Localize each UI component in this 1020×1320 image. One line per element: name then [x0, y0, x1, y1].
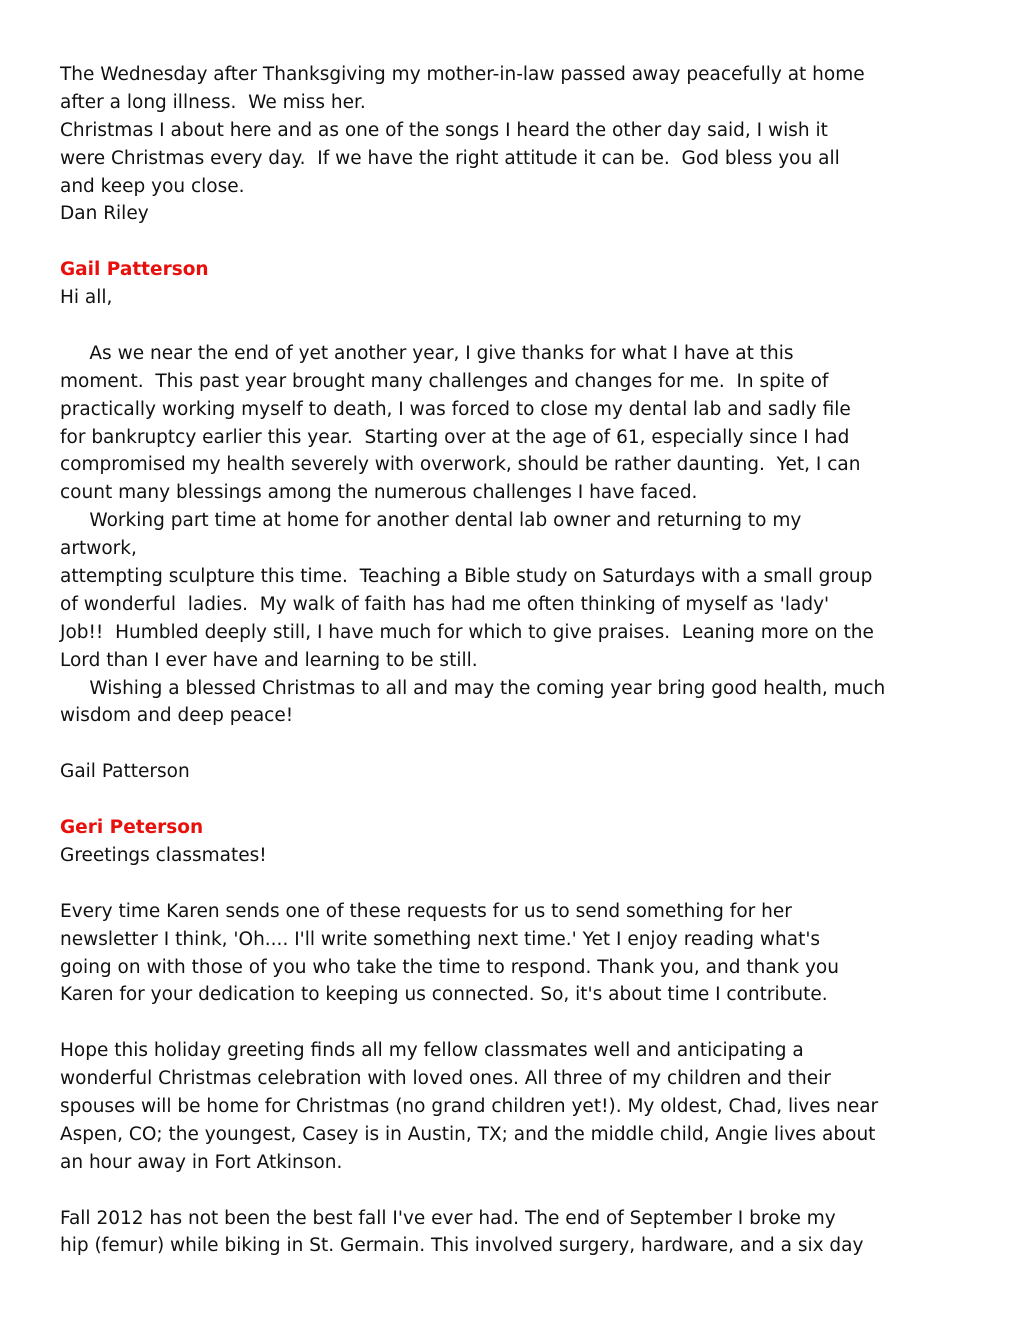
text-line: count many blessings among the numerous challenges I have faced. — [60, 482, 698, 504]
text-line — [60, 1177, 940, 1205]
text-line: and keep you close. — [60, 175, 245, 197]
text-line: Hope this holiday greeting finds all my fellow classmates well and anticipating a — [60, 1040, 804, 1062]
text-line — [60, 870, 940, 898]
text-line: moment. This past year brought many challenges and changes for me. In spite of — [60, 370, 829, 392]
text-line: Karen for your dedication to keeping us connected. So, it's about time I contribute. — [60, 984, 828, 1006]
signature-line: Gail Patterson — [60, 761, 190, 783]
text-line — [60, 312, 940, 340]
newsletter-page — [60, 61, 940, 1260]
blank-line — [60, 786, 940, 814]
text-line: Fall 2012 has not been the best fall I've ever had. The end of September I broke my — [60, 1207, 836, 1229]
text-line: for bankruptcy earlier this year. Starting over at the age of 61, especially since I had — [60, 426, 850, 448]
text-line: hip (femur) while biking in St. Germain. This involved surgery, hardware, and a six day — [60, 1235, 864, 1257]
text-line: As we near the end of yet another year, I give thanks for what I have at this — [60, 342, 794, 364]
text-line: an hour away in Fort Atkinson. — [60, 1151, 343, 1173]
text-line: of wonderful ladies. My walk of faith has had me often thinking of myself as 'lady' — [60, 593, 830, 615]
text-line: Lord than I ever have and learning to be still. — [60, 649, 478, 671]
author-heading: Gail Patterson — [60, 259, 209, 281]
text-line: after a long illness. We miss her. — [60, 91, 366, 113]
text-line: were Christmas every day. If we have the right attitude it can be. God bless you all — [60, 147, 840, 169]
text-line: attempting sculpture this time. Teaching a Bible study on Saturdays with a small group — [60, 566, 873, 588]
text-line: Job!! Humbled deeply still, I have much for which to give praises. Leaning more on the — [60, 621, 874, 643]
text-line: artwork, — [60, 538, 137, 560]
geri-peterson-letter — [60, 814, 940, 1260]
text-line: Greetings classmates! — [60, 844, 267, 866]
text-line: practically working myself to death, I was forced to close my dental lab and sadly file — [60, 398, 851, 420]
text-line: compromised my health severely with overwork, should be rather daunting. Yet, I can — [60, 454, 861, 476]
text-line: wisdom and deep peace! — [60, 705, 294, 727]
text-line — [60, 730, 940, 758]
text-line: Every time Karen sends one of these requests for us to send something for her — [60, 900, 792, 922]
gail-patterson-letter — [60, 256, 940, 786]
dan-riley-letter — [60, 61, 940, 228]
text-line: newsletter I think, 'Oh.... I'll write something next time.' Yet I enjoy reading what's — [60, 928, 821, 950]
signature-line: Dan Riley — [60, 203, 149, 225]
text-line: Hi all, — [60, 287, 113, 309]
text-line: going on with those of you who take the time to respond. Thank you, and thank you — [60, 956, 839, 978]
text-line: wonderful Christmas celebration with loved ones. All three of my children and their — [60, 1068, 831, 1090]
text-line: spouses will be home for Christmas (no grand children yet!). My oldest, Chad, lives near — [60, 1095, 879, 1117]
author-heading: Geri Peterson — [60, 817, 204, 839]
text-line: Christmas I about here and as one of the songs I heard the other day said, I wish it — [60, 119, 828, 141]
text-line — [60, 1009, 940, 1037]
text-line: Wishing a blessed Christmas to all and may the coming year bring good health, much — [60, 677, 886, 699]
text-line: Working part time at home for another dental lab owner and returning to my — [60, 510, 802, 532]
blank-line — [60, 228, 940, 256]
text-line: The Wednesday after Thanksgiving my mother-in-law passed away peacefully at home — [60, 64, 865, 85]
text-line: Aspen, CO; the youngest, Casey is in Austin, TX; and the middle child, Angie lives about — [60, 1123, 876, 1145]
